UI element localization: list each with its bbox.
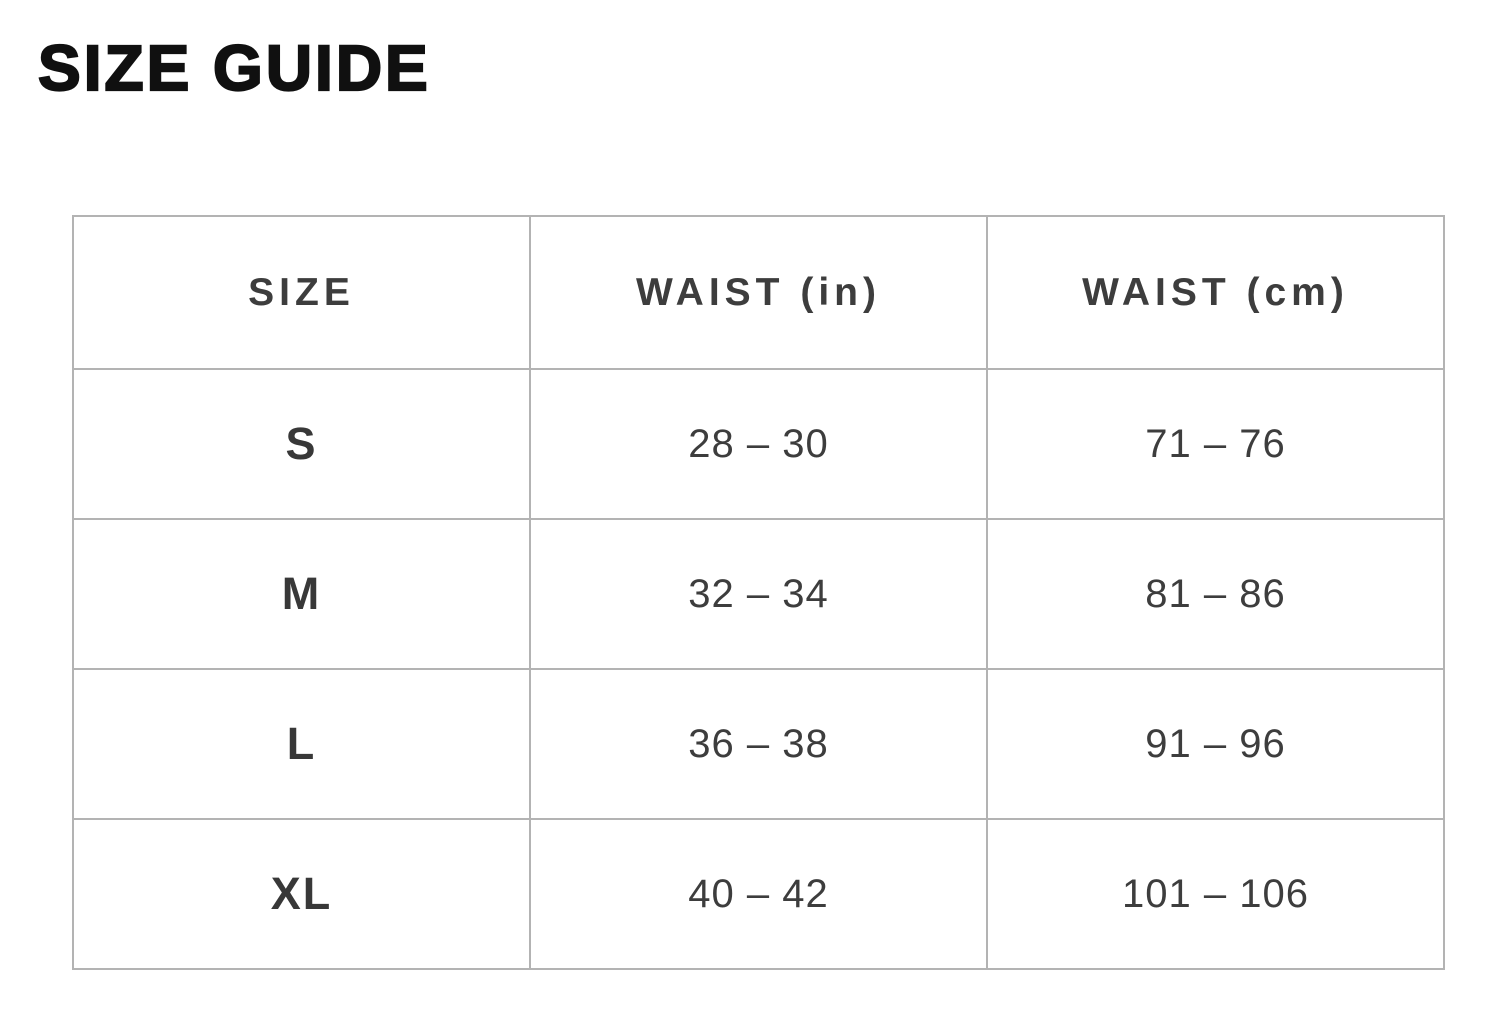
- column-header-waist-cm: WAIST (cm): [987, 216, 1444, 369]
- waist-in-value: 36 – 38: [530, 669, 987, 819]
- page-title: SIZE GUIDE: [38, 32, 431, 104]
- column-header-waist-in: WAIST (in): [530, 216, 987, 369]
- waist-cm-value: 81 – 86: [987, 519, 1444, 669]
- waist-in-value: 32 – 34: [530, 519, 987, 669]
- size-label: XL: [73, 819, 530, 969]
- waist-in-value: 40 – 42: [530, 819, 987, 969]
- waist-cm-value: 101 – 106: [987, 819, 1444, 969]
- waist-in-value: 28 – 30: [530, 369, 987, 519]
- table-row: [73, 669, 1444, 819]
- column-header-size: SIZE: [73, 216, 530, 369]
- size-label: L: [73, 669, 530, 819]
- header-row: [73, 216, 1444, 369]
- table-row: [73, 819, 1444, 969]
- table-row: [73, 369, 1444, 519]
- size-label: S: [73, 369, 530, 519]
- waist-cm-value: 91 – 96: [987, 669, 1444, 819]
- size-label: M: [73, 519, 530, 669]
- table-row: [73, 519, 1444, 669]
- size-guide-table: [72, 215, 1445, 970]
- waist-cm-value: 71 – 76: [987, 369, 1444, 519]
- table-header: [73, 216, 1444, 369]
- table-body: [73, 369, 1444, 969]
